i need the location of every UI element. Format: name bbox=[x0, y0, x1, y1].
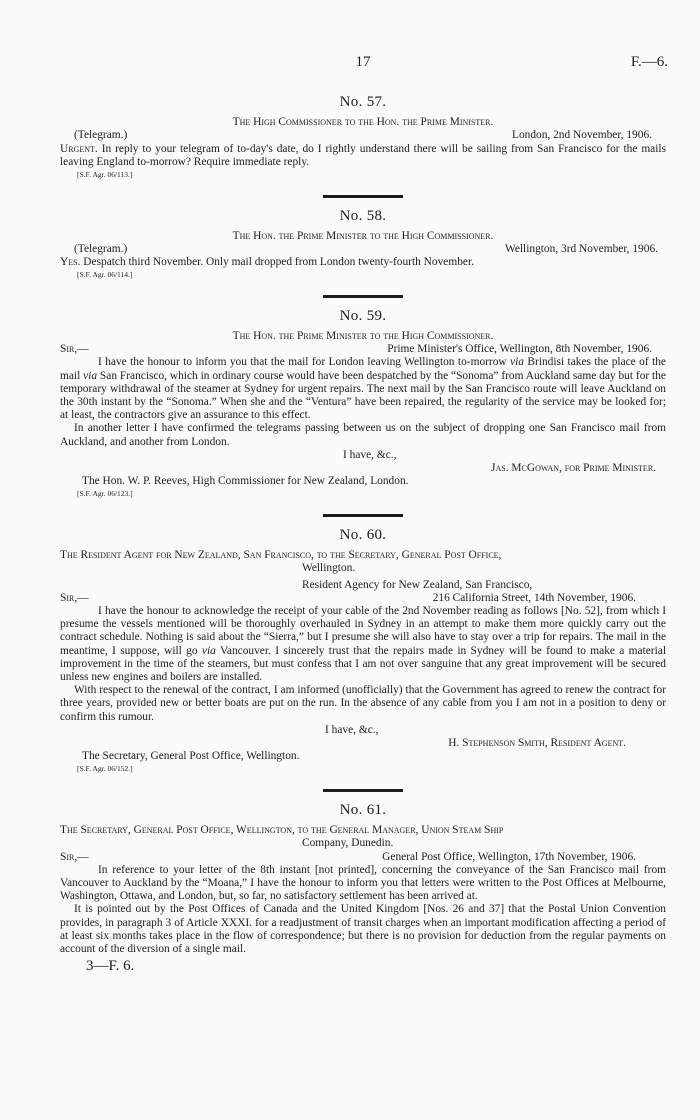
letter-route: The High Commissioner to the Hon. the Prime Minister. bbox=[232, 116, 494, 129]
file-reference: [S.F. Agr. 06/152.] bbox=[77, 764, 133, 774]
paragraph: It is pointed out by the Post Offices of Canada and the United Kingdom [Nos. 26 and 37] that the Postal Union Convention provides, in paragraph 3 of Article XXXI. for a readjustment of transit charges when an important modification affecting a period of at least six months takes place in the flow of correspondence; but there is no provision for deduction from the regular payments on account of the diversion of a single mail. bbox=[60, 903, 666, 955]
paragraph: In another letter I have confirmed the telegrams passing between us on the subject of dropping one San Francisco mail from Auckland, and another from London. bbox=[60, 422, 666, 448]
place-date: Prime Minister's Office, Wellington, 8th November, 1906. bbox=[387, 343, 652, 356]
letter-route: The Hon. the Prime Minister to the High Commissioner. bbox=[232, 229, 494, 242]
letter-type: (Telegram.) bbox=[74, 242, 128, 255]
file-reference: [S.F. Agr. 06/123.] bbox=[77, 489, 133, 499]
letter-route: The Resident Agent for New Zealand, San Francisco, to the Secretary, General Post Office, bbox=[60, 549, 502, 562]
paragraph: With respect to the renewal of the contract, I am informed (unofficially) that the Government has agreed to renew the contract for three years, provided new or better boats are put on the run. In the absence of any cable from you I am not in a position to deny or confirm this rumour. bbox=[60, 684, 666, 723]
letter-body: In reply to your telegram of to-day's date, do I rightly understand there will be sailing from San Francisco for the mails leaving England to-morrow? Require immediate reply. bbox=[60, 142, 666, 168]
signature: Jas. McGowan, for Prime Minister. bbox=[491, 462, 656, 475]
page-header bbox=[60, 56, 666, 84]
closing: I have, &c., bbox=[343, 448, 397, 461]
section-divider bbox=[323, 195, 403, 198]
address-line: Resident Agency for New Zealand, San Francisco, bbox=[302, 578, 533, 591]
paragraph: I have the honour to inform you that the mail for London leaving Wellington to-morrow via Brindisi takes the place of the mail via San Francisco, which in ordinary course would have been despatched by the “Sonoma” from Auckland same day but for the temporary withdrawal of the steamer at Sydney for urgent repairs. The next mail by the San Francisco route will leave Auckland on the 30th instant by the “Sonoma.” When she and the “Ventura” have been repaired, the regularity of the service may be looked for; at least, the contractors give an assurance to this effect. bbox=[60, 356, 666, 422]
place-date: General Post Office, Wellington, 17th November, 1906. bbox=[382, 850, 636, 863]
letter-number: No. 60. bbox=[339, 526, 387, 543]
addressee: The Hon. W. P. Reeves, High Commissioner for New Zealand, London. bbox=[82, 475, 409, 488]
section-divider bbox=[323, 789, 403, 792]
place-date: London, 2nd November, 1906. bbox=[511, 129, 652, 142]
closing: I have, &c., bbox=[325, 723, 379, 736]
file-reference: [S.F. Agr. 06/114.] bbox=[77, 270, 133, 280]
letter-57 bbox=[60, 96, 666, 198]
page-number: 17 bbox=[355, 54, 371, 70]
signature-mark: 3—F. 6. bbox=[86, 958, 135, 975]
letter-59 bbox=[60, 307, 666, 517]
salutation: Sir,— bbox=[60, 591, 89, 604]
paragraph: In reference to your letter of the 8th instant [not printed], concerning the conveyance of the San Francisco mail from Vancouver to Auckland by the “Moana,” I have the honour to inform you that letters were written to the Post Offices at Melbourne, Washington, Ottawa, and London, but, so far, no satisfactory settlement has been arrived at. bbox=[60, 863, 666, 903]
file-reference: [S.F. Agr. 06/113.] bbox=[77, 170, 133, 180]
letter-number: No. 57. bbox=[339, 94, 387, 110]
address-date: 216 California Street, 14th November, 1906. bbox=[432, 591, 636, 604]
letter-route: The Secretary, General Post Office, Wellington, to the General Manager, Union Steam Ship bbox=[60, 824, 504, 837]
letter-60 bbox=[60, 526, 666, 792]
place-date: Wellington, 3rd November, 1906. bbox=[504, 242, 658, 255]
letter-lead: Urgent. bbox=[60, 142, 98, 155]
letter-route: The Hon. the Prime Minister to the High Commissioner. bbox=[232, 330, 494, 343]
letter-58 bbox=[60, 207, 666, 298]
letter-route-cont: Wellington. bbox=[302, 562, 356, 575]
parliamentary-paper-ref: F.—6. bbox=[630, 54, 668, 70]
letter-route-cont: Company, Dunedin. bbox=[302, 837, 394, 850]
signature: H. Stephenson Smith, Resident Agent. bbox=[448, 737, 626, 750]
section-divider bbox=[323, 295, 403, 298]
letter-number: No. 59. bbox=[339, 307, 387, 324]
letter-body: Despatch third November. Only mail dropped from London twenty-fourth November. bbox=[83, 256, 474, 269]
addressee: The Secretary, General Post Office, Wellington. bbox=[82, 750, 300, 763]
salutation: Sir,— bbox=[60, 343, 89, 356]
salutation: Sir,— bbox=[60, 850, 89, 863]
section-divider bbox=[323, 514, 403, 517]
letter-number: No. 61. bbox=[339, 801, 387, 818]
letter-lead: Yes. bbox=[60, 256, 81, 269]
letter-number: No. 58. bbox=[339, 207, 387, 224]
document-page bbox=[60, 56, 666, 973]
paragraph: I have the honour to acknowledge the receipt of your cable of the 2nd November reading as follows [No. 52], from which I presume the vessels mentioned will be thoroughly overhauled in Sydney in an attempt to make them more quickly carry out the contract schedule. Nothing is said about the “Sierra,” but I presume she will also have to stay over a trip for repairs. The mail in the meantime, I suppose, will go via Vancouver. I sincerely trust that the repairs made in Sydney will be found to make a material improvement in the time of the steamers, but must confess that I am not over sanguine that any great improvement will be secured unless new engines and boilers are installed. bbox=[60, 604, 666, 683]
letter-61 bbox=[60, 801, 666, 956]
letter-type: (Telegram.) bbox=[74, 129, 128, 142]
